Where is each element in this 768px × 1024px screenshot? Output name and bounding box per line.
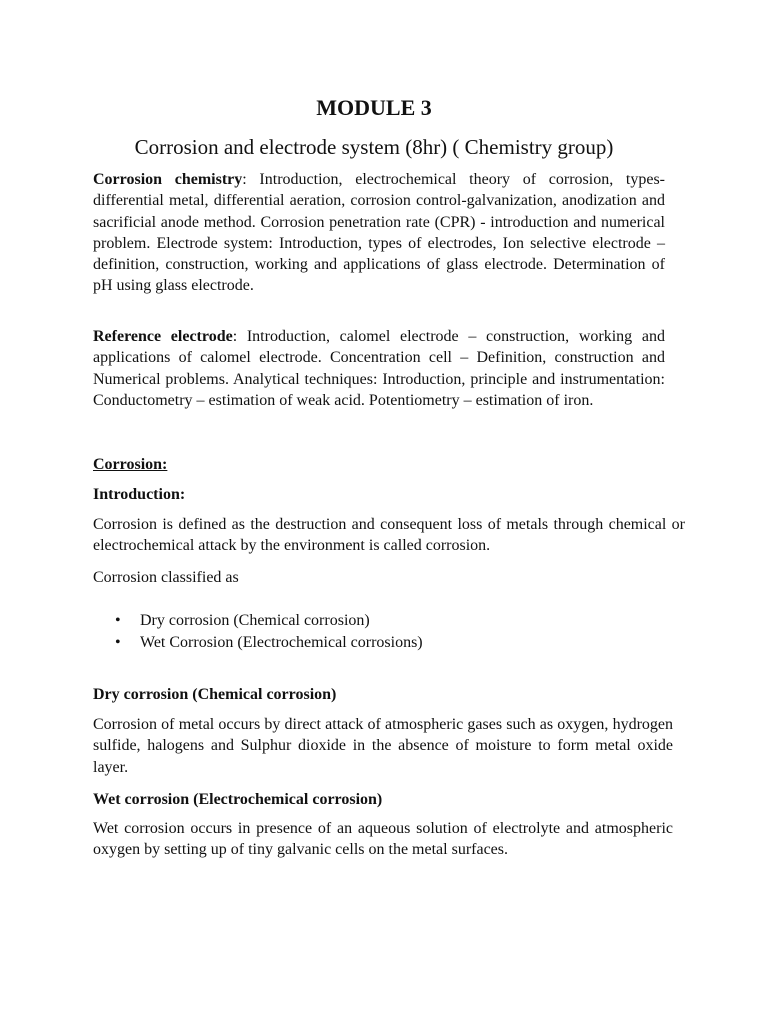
corrosion-heading: Corrosion: [93,456,168,473]
bullet-icon: • [115,612,121,629]
syllabus-corrosion-chemistry [93,169,665,297]
list-item-label: Dry corrosion (Chemical corrosion) [140,612,370,629]
list-item [93,610,423,632]
reference-electrode-text: : Introduction, calomel electrode – construction, working and applications of calomel electrode. Concentration cell – Definition, construction and Numerical problems. Analytical techniques: Introduction, principle and instrumentation: Conductometry – estimation of weak acid. Potentiometry – estimation of iron. [93,328,665,409]
bullet-icon: • [115,634,121,651]
wet-corrosion-heading: Wet corrosion (Electrochemical corrosion) [93,791,383,808]
introduction-paragraph: Corrosion is defined as the destruction and consequent loss of metals through chemical or electrochemical attack by the environment is called corrosion. [93,516,685,555]
syllabus-reference-electrode [93,326,665,411]
list-item-label: Wet Corrosion (Electrochemical corrosions) [140,634,423,651]
module-title: MODULE 3 [316,95,432,120]
list-item [93,632,423,654]
dry-corrosion-paragraph: Corrosion of metal occurs by direct attack of atmospheric gases such as oxygen, hydrogen sulfide, halogens and Sulphur dioxide in the absence of moisture to form metal oxide layer. [93,716,673,776]
corrosion-chemistry-label: Corrosion chemistry [93,171,243,188]
corrosion-chemistry-text: : Introduction, electrochemical theory of corrosion, types- differential metal, differential aeration, corrosion control-galvanization, anodization and sacrificial anode method. Corrosion penetration rate (CPR) - introduction and numerical problem. Electrode system: Introduction, types of electrodes, Ion selective electrode – definition, construction, working and applications of glass electrode. Determination of pH using glass electrode. [93,171,665,295]
introduction-heading: Introduction: [93,486,186,503]
dry-corrosion-heading: Dry corrosion (Chemical corrosion) [93,686,337,703]
classified-text: Corrosion classified as [93,569,239,586]
classification-list [93,610,423,654]
wet-corrosion-paragraph: Wet corrosion occurs in presence of an aqueous solution of electrolyte and atmospheric oxygen by setting up of tiny galvanic cells on the metal surfaces. [93,820,673,859]
reference-electrode-label: Reference electrode [93,328,233,345]
module-subtitle: Corrosion and electrode system (8hr) ( Chemistry group) [134,135,614,159]
